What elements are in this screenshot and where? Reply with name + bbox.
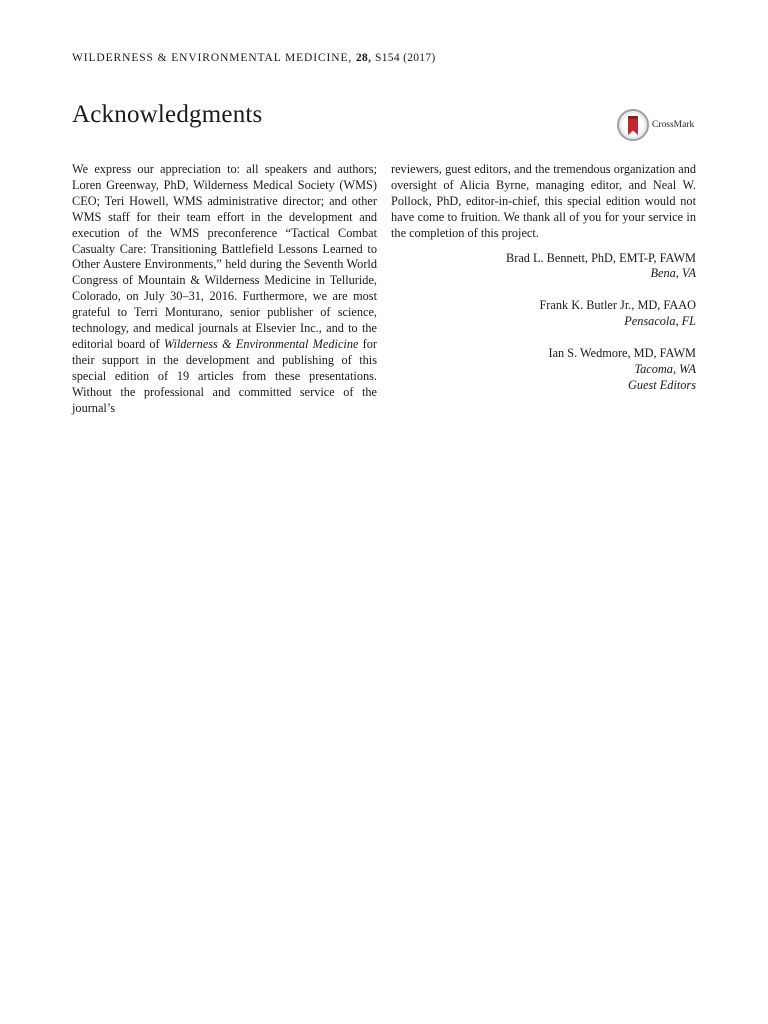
body-column-left xyxy=(72,162,377,417)
body-paragraph-part-1 xyxy=(72,162,377,417)
body-text-part-2: for their support in the development and publishing of this special edition of 19 articles from these presentations. Without the professional and committed service of the journal’s xyxy=(72,336,377,415)
journal-title-italic: Wilderness & Environmental Medicine xyxy=(163,336,359,351)
running-head xyxy=(72,52,436,64)
signature-block xyxy=(391,346,696,394)
body-column-right xyxy=(391,162,696,394)
signatory-name: Brad L. Bennett, PhD, EMT-P, FAWM xyxy=(506,250,696,265)
journal-name: WILDERNESS & ENVIRONMENTAL MEDICINE, xyxy=(72,52,353,64)
crossmark-icon xyxy=(617,109,649,141)
body-text-part-1: We express our appreciation to: all speakers and authors; Loren Greenway, PhD, Wilderness Medical Society (WMS) CEO; Teri Howell, WMS administrative director; and other WMS staff for their team effort in the development and execution of the WMS preconference “Tactical Combat Casualty Care: Transitioning Battlefield Lessons Learned to Other Austere Environments,” held during the Seventh World Congress of Mountain & Wilderness Medicine in Telluride, Colorado, on July 30–31, 2016. Furthermore, we are most grateful to Terri Monturano, senior publisher of science, technology, and medical journals at Elsevier Inc., and to the editorial board of xyxy=(72,162,377,351)
signatory-name: Ian S. Wedmore, MD, FAWM xyxy=(548,346,696,361)
page-and-year: S154 (2017) xyxy=(375,52,436,64)
signature-block xyxy=(391,251,696,283)
crossmark-label: CrossMark xyxy=(652,120,695,130)
signatory-location: Tacoma, WA xyxy=(634,362,696,377)
volume-number: 28, xyxy=(355,52,372,64)
signatory-role: Guest Editors xyxy=(628,377,696,392)
signature-block xyxy=(391,298,696,330)
crossmark-badge[interactable] xyxy=(617,108,709,142)
signatory-location: Bena, VA xyxy=(650,266,696,281)
page-title: Acknowledgments xyxy=(72,101,263,128)
body-paragraph-part-2: reviewers, guest editors, and the tremendous organization and oversight of Alicia Byrne, managing editor, and Neal W. Pollock, PhD, editor-in-chief, this special edition would not have come to fruition. We thank all of you for your service in the completion of this project. xyxy=(391,162,696,240)
signatory-location: Pensacola, FL xyxy=(624,314,696,329)
signatory-name: Frank K. Butler Jr., MD, FAAO xyxy=(539,298,696,313)
